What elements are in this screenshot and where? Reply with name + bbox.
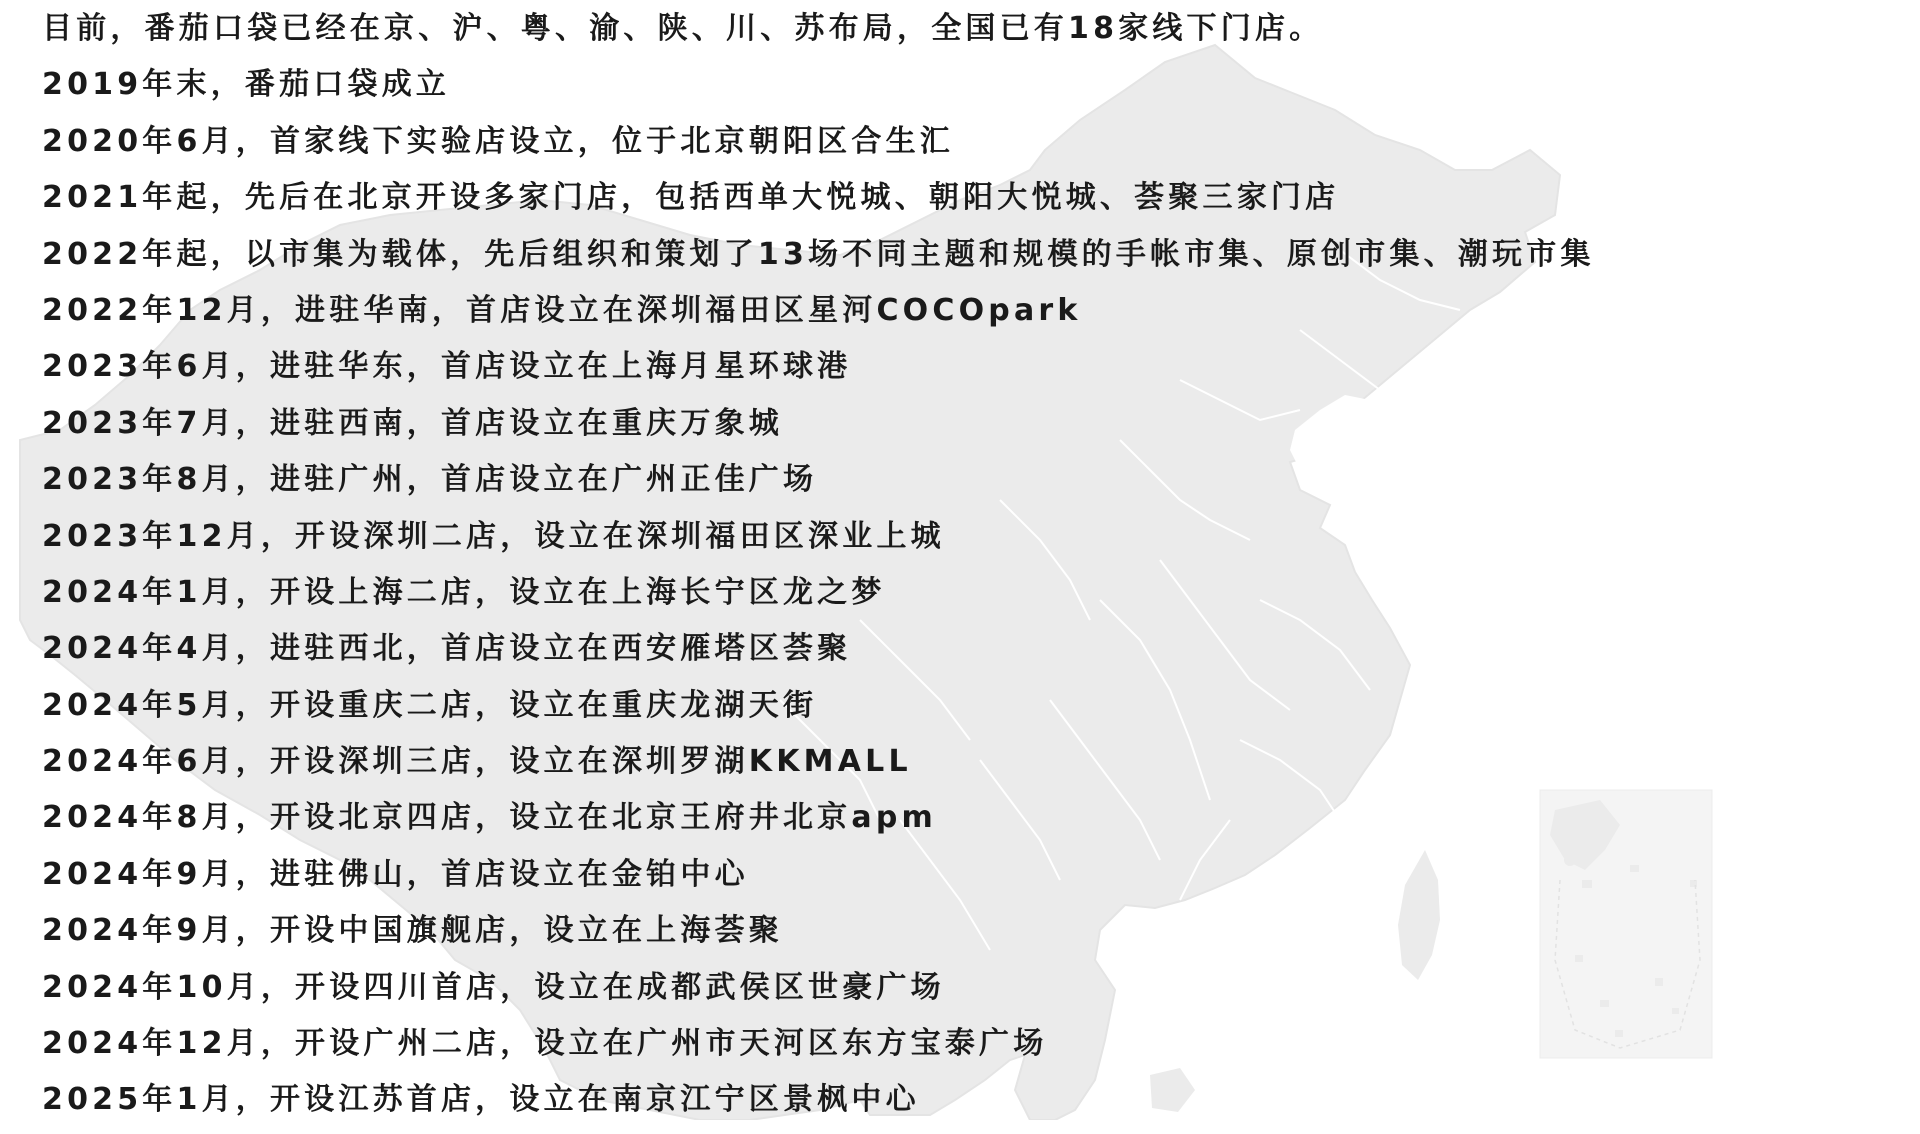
timeline-item: 2025年1月，开设江苏首店，设立在南京江宁区景枫中心 xyxy=(42,1082,920,1118)
timeline-item: 2024年6月，开设深圳三店，设立在深圳罗湖KKMALL xyxy=(42,744,912,780)
timeline-item: 2019年末，番茄口袋成立 xyxy=(42,67,451,103)
intro-line: 目前，番茄口袋已经在京、沪、粤、渝、陕、川、苏布局，全国已有18家线下门店。 xyxy=(42,11,1324,46)
timeline-item: 2023年12月，开设深圳二店，设立在深圳福田区深业上城 xyxy=(42,518,945,554)
timeline-item: 2022年12月，进驻华南，首店设立在深圳福田区星河COCOpark xyxy=(42,292,1082,328)
timeline-item: 2023年8月，进驻广州，首店设立在广州正佳广场 xyxy=(42,462,818,498)
timeline-item: 2024年9月，开设中国旗舰店，设立在上海荟聚 xyxy=(42,913,783,949)
timeline-item: 2023年6月，进驻华东，首店设立在上海月星环球港 xyxy=(42,349,852,385)
timeline-item: 2024年1月，开设上海二店，设立在上海长宁区龙之梦 xyxy=(42,574,886,610)
timeline-item: 2024年12月，开设广州二店，设立在广州市天河区东方宝泰广场 xyxy=(42,1026,1048,1062)
timeline-item: 2024年10月，开设四川首店，设立在成都武侯区世豪广场 xyxy=(42,969,945,1005)
timeline-item: 2022年起，以市集为载体，先后组织和策划了13场不同主题和规模的手帐市集、原创市集、潮玩市集 xyxy=(42,236,1595,272)
timeline-item: 2024年8月，开设北京四店，设立在北京王府井北京apm xyxy=(42,800,937,836)
timeline-item: 2024年5月，开设重庆二店，设立在重庆龙湖天街 xyxy=(42,687,818,723)
timeline-item: 2023年7月，进驻西南，首店设立在重庆万象城 xyxy=(42,405,783,441)
store-timeline-list xyxy=(42,6,1595,1134)
timeline-item: 2024年4月，进驻西北，首店设立在西安雁塔区荟聚 xyxy=(42,631,852,667)
timeline-item: 2020年6月，首家线下实验店设立，位于北京朝阳区合生汇 xyxy=(42,123,954,159)
timeline-item: 2024年9月，进驻佛山，首店设立在金铂中心 xyxy=(42,856,749,892)
timeline-item: 2021年起，先后在北京开设多家门店，包括西单大悦城、朝阳大悦城、荟聚三家门店 xyxy=(42,180,1340,216)
